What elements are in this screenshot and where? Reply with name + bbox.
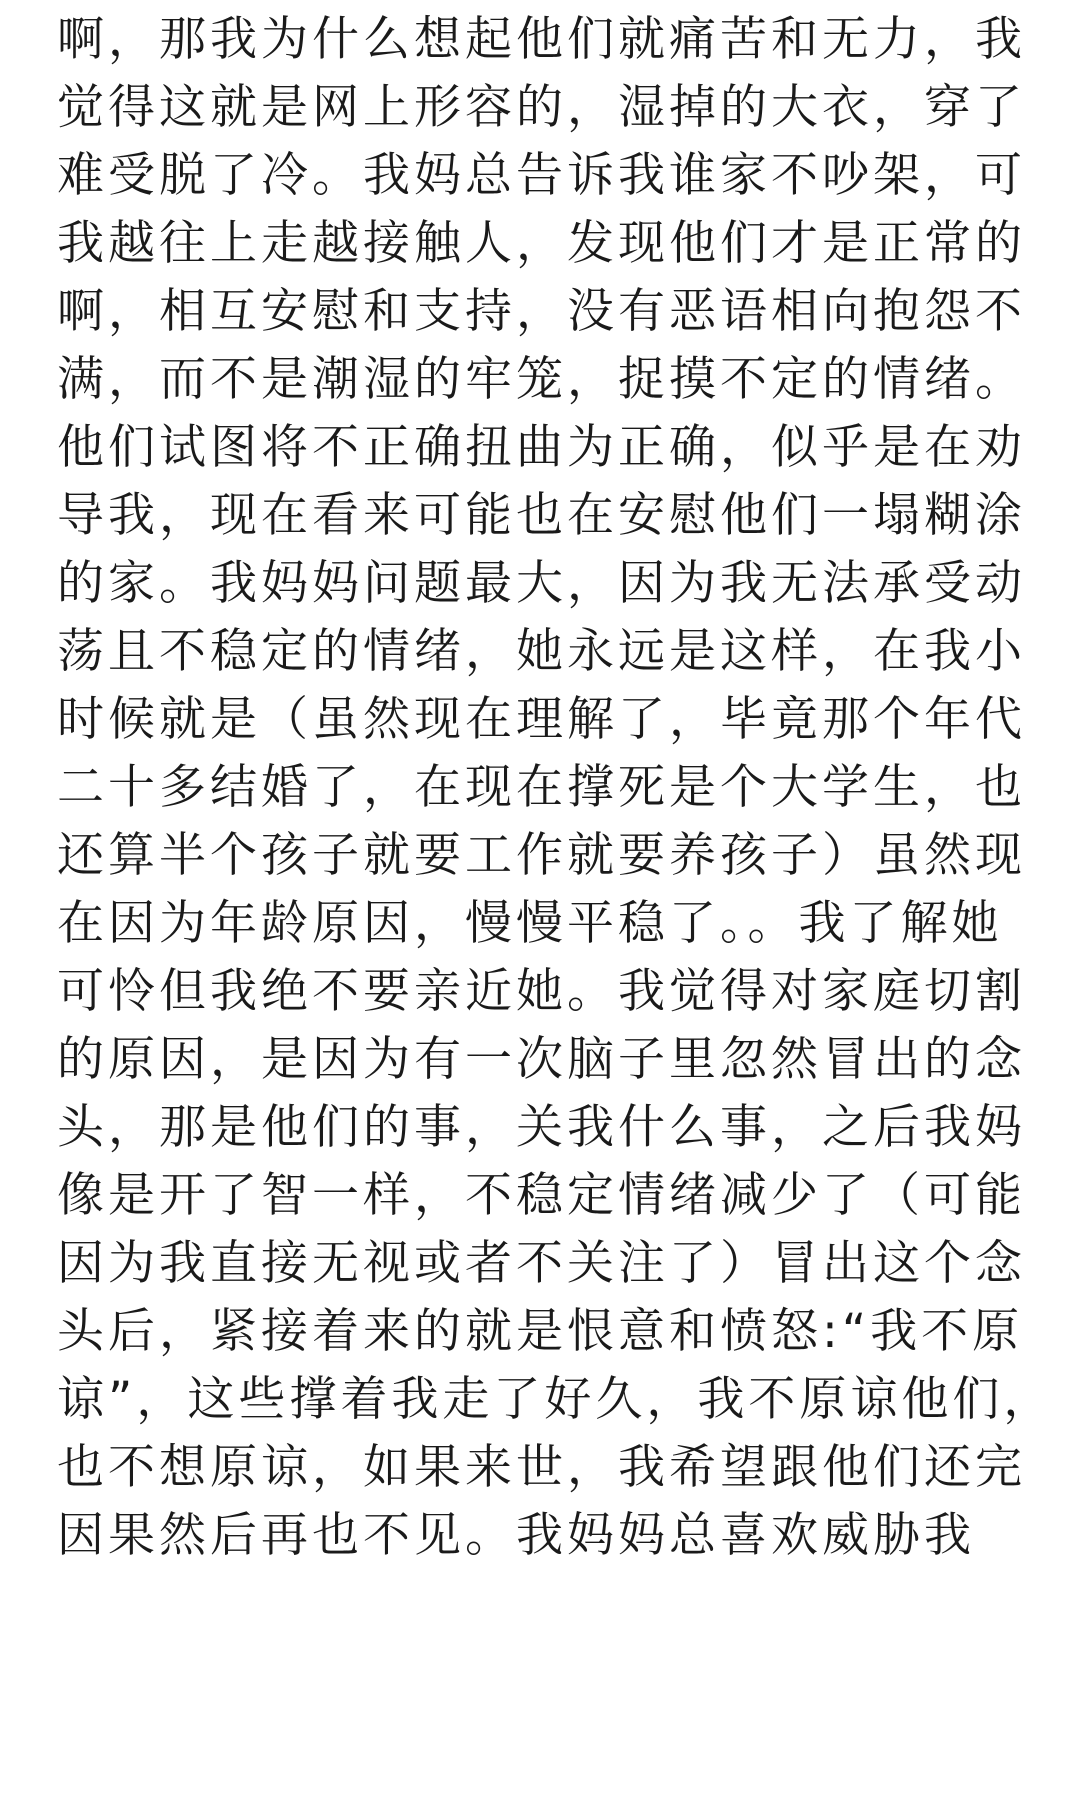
- text-line: 的家。我妈妈问题最大，因为我无法承受动: [57, 556, 1026, 611]
- text-line: 啊，那我为什么想起他们就痛苦和无力，我: [57, 12, 1026, 67]
- text-line: 难受脱了冷。我妈总告诉我谁家不吵架，可: [57, 148, 1026, 203]
- text-line: 可怜但我绝不要亲近她。我觉得对家庭切割: [57, 964, 1026, 1019]
- text-line: 头，那是他们的事，关我什么事，之后我妈: [57, 1100, 1026, 1155]
- text-line: 谅”，这些撑着我走了好久，我不原谅他们，: [57, 1372, 1055, 1427]
- text-line: 还算半个孩子就要工作就要养孩子）虽然现: [57, 828, 1026, 883]
- text-line: 他们试图将不正确扭曲为正确，似乎是在劝: [57, 420, 1026, 475]
- text-line: 荡且不稳定的情绪，她永远是这样，在我小: [57, 624, 1026, 679]
- text-line: 觉得这就是网上形容的，湿掉的大衣，穿了: [57, 80, 1026, 135]
- text-line: 的原因，是因为有一次脑子里忽然冒出的念: [57, 1032, 1026, 1087]
- text-line: 在因为年龄原因，慢慢平稳了。。我了解她: [57, 896, 1003, 951]
- text-line: 二十多结婚了，在现在撑死是个大学生，也: [57, 760, 1026, 815]
- text-line: 时候就是（虽然现在理解了，毕竟那个年代: [57, 692, 1026, 747]
- text-line: 像是开了智一样，不稳定情绪减少了（可能: [57, 1168, 1026, 1223]
- text-line: 因果然后再也不见。我妈妈总喜欢威胁我: [57, 1508, 975, 1563]
- text-line: 满，而不是潮湿的牢笼，捉摸不定的情绪。: [57, 352, 1026, 407]
- text-line: 因为我直接无视或者不关注了）冒出这个念: [57, 1236, 1026, 1291]
- text-line: 头后，紧接着来的就是恨意和愤怒:“我不原: [57, 1304, 1024, 1359]
- text-line: 导我，现在看来可能也在安慰他们一塌糊涂: [57, 488, 1026, 543]
- text-line: 我越往上走越接触人，发现他们才是正常的: [57, 216, 1026, 271]
- text-line: 也不想原谅，如果来世，我希望跟他们还完: [57, 1440, 1026, 1495]
- text-line: 啊，相互安慰和支持，没有恶语相向抱怨不: [57, 284, 1026, 339]
